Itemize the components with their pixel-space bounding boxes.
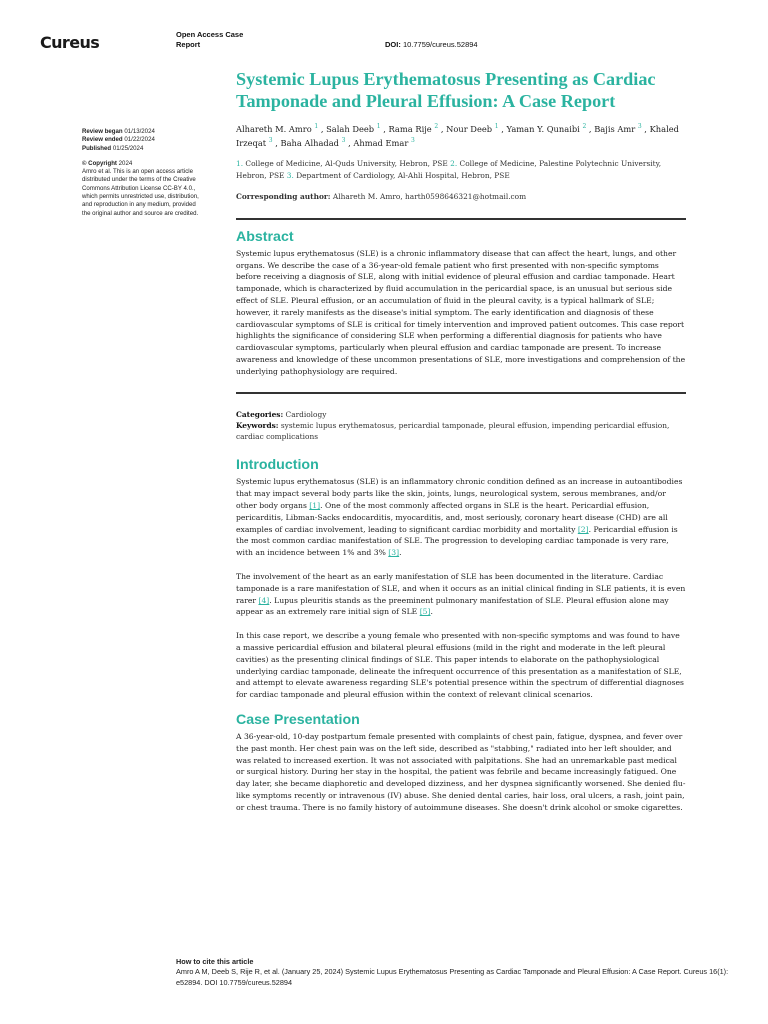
copyright-label: © Copyright	[82, 159, 117, 167]
introduction-paragraph: Systemic lupus erythematosus (SLE) is an inflammatory chronic condition defined as an increase in autoantibodies that may impact several body parts like the skin, joints, lungs, neurological system, serous membranes, and/or other body organs [1]. One of the most commonly affected organs in SLE is the heart. Pericardial effusion, pericarditis, Libman-Sacks endocarditis, myocarditis, and, most seriously, coronary heart disease (CHD) are all examples of cardiac involvement, leading to significant cardiac morbidity and mortality [2]. Pericardial effusion is the most common cardiac manifestation of SLE. The progression to developing cardiac tamponade is very rare, with an incidence between 1% and 3% [3].	[236, 477, 683, 558]
corresponding-author	[236, 191, 686, 202]
affiliation-text: College of Medicine, Al-Quds University, Hebron, PSE	[245, 159, 448, 169]
article-main	[236, 68, 686, 814]
license-line: and reproduction in any medium, provided	[82, 201, 196, 209]
author[interactable]: Bajis Amr $^3$	[594, 123, 642, 134]
published-label: Published	[82, 144, 112, 152]
introduction-paragraph: In this case report, we describe a young female who presented with non-specific symptoms and was found to have a massive pericardial effusion and bilateral pleural effusions (mild in the right and moderate in the left pleural cavities) as the presenting clinical findings of SLE. This paper intends to elaborate on the pathophysiological underlying cardiac tamponade, delineate the infrequent occurrence of this presentation as a manifestation of SLE, and attempt to elevate awareness regarding SLE's potential presence within the spectrum of differential diagnoses for cardiac tamponade and pleural effusion within the context of relevant clinical scenarios.	[236, 631, 684, 700]
categories-label: Categories:	[236, 409, 284, 419]
category-link[interactable]: Cardiology	[285, 409, 327, 419]
license-line: Commons Attribution License CC-BY 4.0.,	[82, 184, 196, 192]
affiliation-text: Department of Cardiology, Al-Ahli Hospital, Hebron, PSE	[296, 170, 510, 180]
introduction-heading: Introduction	[236, 457, 319, 474]
article-type	[176, 30, 243, 50]
article-title: Systemic Lupus Erythematosus Presenting as Cardiac Tamponade and Pleural Effusion: A Case Report	[236, 69, 656, 111]
license-line: distributed under the terms of the Creative	[82, 176, 196, 184]
corresponding-contact[interactable]: Alhareth M. Amro, harth0598646321@hotmail.com	[332, 191, 527, 201]
author[interactable]: Ahmad Emar $^3$	[353, 137, 415, 148]
affiliation-number: 2.	[450, 159, 458, 169]
divider	[236, 392, 686, 394]
doi-label: DOI:	[385, 40, 401, 49]
author[interactable]: Baha Alhadad $^3$	[280, 137, 346, 148]
categories-keywords	[236, 409, 686, 443]
cite-text: Amro A M, Deeb S, Rije R, et al. (January 25, 2024) Systemic Lupus Erythematosus Presenting as Cardiac Tamponade and Pleural Effusion: A Case Report. Cureus 16(1): e52894. DOI 10.7759/cureus.52894	[176, 967, 729, 987]
keywords	[236, 420, 686, 443]
author[interactable]: Alhareth M. Amro $^1$	[236, 123, 319, 134]
author[interactable]: Salah Deeb $^1$	[326, 123, 381, 134]
affiliation-number: 3.	[286, 170, 294, 180]
article-type-line1: Open Access Case	[176, 30, 244, 39]
published-date: 01/25/2024	[112, 144, 144, 152]
license-line: the original author and source are credited.	[82, 209, 199, 217]
review-ended-label: Review ended	[82, 136, 123, 144]
author[interactable]: Khaled Irzeqat $^3$	[236, 123, 679, 148]
doi-link[interactable]: 10.7759/cureus.52894	[402, 40, 478, 49]
copyright	[82, 160, 222, 168]
cureus-logo[interactable]: Cureus	[40, 33, 100, 52]
review-began	[82, 128, 222, 136]
citation-link[interactable]: [5]	[419, 607, 431, 617]
affiliation-text: College of Medicine, Palestine Polytechnic University, Hebron, PSE	[236, 159, 662, 180]
author[interactable]: Nour Deeb $^1$	[446, 123, 499, 134]
author[interactable]: Yaman Y. Qunaibi $^2$	[506, 123, 587, 134]
abstract-heading: Abstract	[236, 228, 294, 245]
divider	[236, 218, 686, 220]
citation-link[interactable]: [4]	[258, 595, 270, 605]
review-began-date: 01/13/2024	[124, 128, 155, 135]
review-ended	[82, 136, 222, 144]
case-presentation-heading: Case Presentation	[236, 711, 360, 728]
affiliation-number: 1.	[236, 159, 244, 169]
cite-label: How to cite this article	[176, 957, 254, 966]
introduction-paragraph: The involvement of the heart as an early manifestation of SLE has been documented in the literature. Cardiac tamponade is a rare manifestation of SLE, and when it occurs as an initial clinical finding in SLE patients, it is even rarer [4]. Lupus pleuritis stands as the preeminent pulmonary manifestation of SLE. Pleural effusion alone may appear as an extremely rare initial sign of SLE [5].	[236, 571, 686, 617]
citation-link[interactable]: [3]	[388, 548, 400, 558]
sidebar-info	[82, 128, 222, 218]
published	[82, 145, 222, 153]
affiliations	[236, 158, 686, 180]
categories	[236, 409, 686, 420]
citation-link[interactable]: [1]	[309, 501, 321, 510]
abstract-text: Systemic lupus erythematosus (SLE) is a chronic inflammatory disease that can affect the heart, lungs, and other organs. We describe the case of a 36-year-old female patient who first presented with non-specific symptoms before receiving a diagnosis of SLE, along with initial evidence of pleural effusion and cardiac tamponade. Heart tamponade, which is characterized by fluid accumulation in the pericardial space, is an unusual but serious side effect of SLE. Pleural effusion, or an accumulation of fluid in the pleural cavity, is a typical hallmark of SLE; however, it rarely manifests as the disease's initial symptom. The early identification and diagnosis of these cardiovascular symptoms of SLE is critical for timely intervention and improved patient outcomes. This case report highlights the significance of considering SLE when performing a differential diagnosis for patients who have cardiovascular symptoms, particularly when pleural effusion and cardiac tamponade are present. To increase awareness and knowledge of these uncommon presentations of SLE, more investigations and comprehension of the underlying pathophysiology are required.	[236, 248, 686, 376]
doi-header	[385, 40, 478, 49]
citation-footer	[176, 957, 736, 988]
corresponding-label: Corresponding author:	[236, 191, 331, 201]
keywords-text: systemic lupus erythematosus, pericardial tamponade, pleural effusion, impending pericardial effusion, cardiac complications	[236, 420, 670, 442]
copyright-year: 2024	[118, 159, 133, 167]
license-line: Amro et al. This is an open access article	[82, 168, 193, 176]
keywords-label: Keywords:	[236, 420, 279, 430]
license-line: which permits unrestricted use, distribution,	[82, 193, 199, 201]
review-ended-date: 01/22/2024	[124, 136, 155, 144]
author[interactable]: Rama Rije $^2$	[388, 123, 439, 134]
article-type-line2: Report	[176, 40, 201, 49]
review-began-label: Review began	[82, 128, 123, 135]
case-paragraph: A 36-year-old, 10-day postpartum female presented with complaints of chest pain, fatigue, dyspnea, and fever over the past month. Her chest pain was on the left side, described as "stabbing," radiated into her left shoulder, and was related to increased exertion. It was not associated with palpitations. She had an unremarkable past medical or surgical history. During her stay in the hospital, the patient was febrile and became increasingly fatigued. One day later, she became diaphoretic and developed dizziness, and her dyspnea significantly worsened. She denied flu-like symptoms recently or intravenous (IV) abuse. She denied dental caries, hair loss, oral ulcers, a rash, joint pain, or chest trauma. There is no family history of autoimmune diseases. She doesn't drink alcohol or smoke cigarettes.	[236, 731, 686, 812]
citation-link[interactable]: [2]	[577, 524, 589, 534]
author-list: Alhareth M. Amro $^1$ , Salah Deeb $^1$ , Rama Rije $^2$ , Nour Deeb $^1$ , Yaman Y. Qunaibi $^2$ , Bajis Amr $^3$ , Khaled Irzeqat $^3$ , Baha Alhadad $^3$ , Ahmad Emar $^3$	[236, 123, 679, 148]
